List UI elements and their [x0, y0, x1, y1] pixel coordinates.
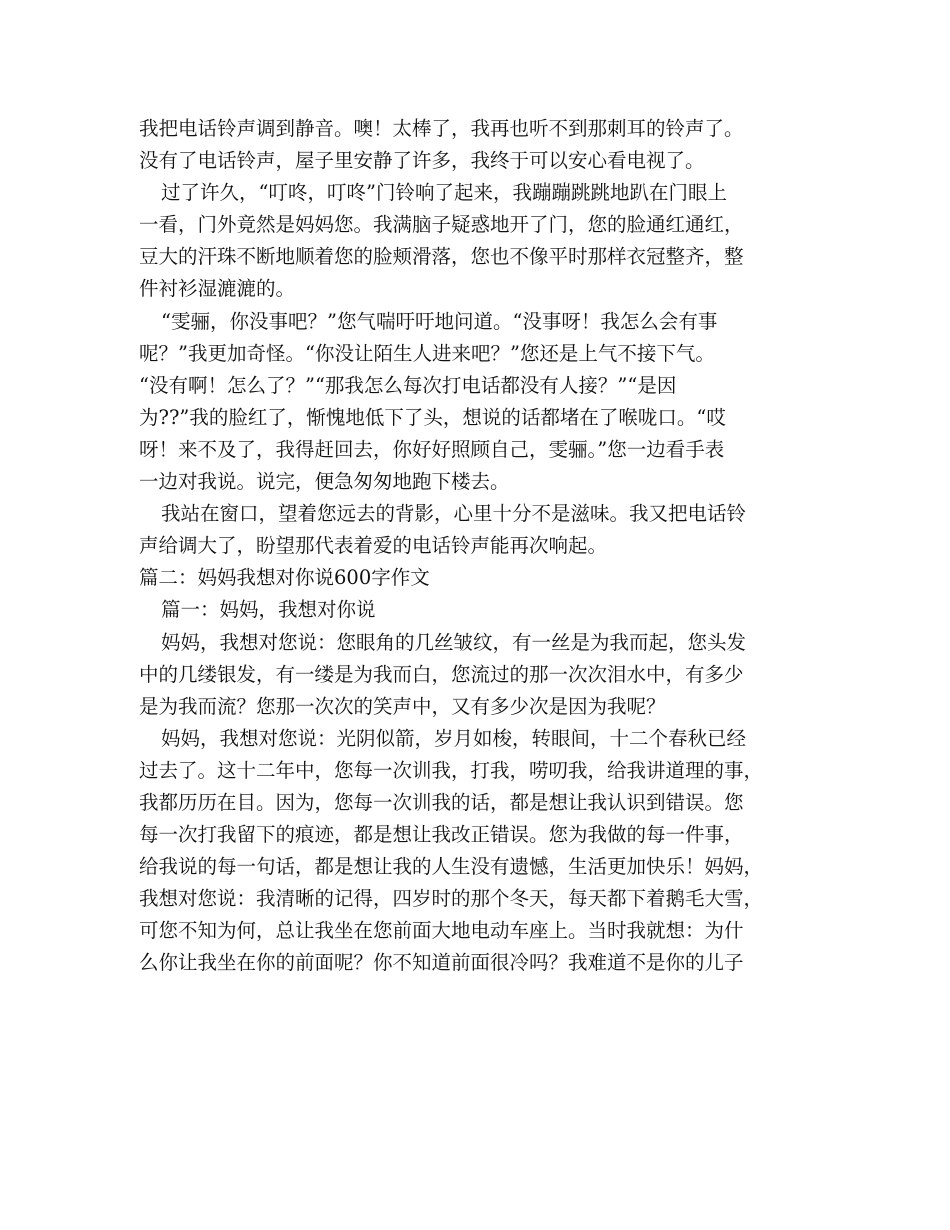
- text-line: 呢？”我更加奇怪。“你没让陌生人进来吧？”您还是上气不接下气。: [139, 341, 715, 365]
- text-line: 声给调大了，盼望那代表着爱的电话铃声能再次响起。: [139, 534, 608, 558]
- text-line: 一边对我说。说完，便急匆匆地跑下楼去。: [139, 470, 510, 494]
- text-line: “没有啊！怎么了？”“那我怎么每次打电话都没有人接？”“是因: [139, 373, 677, 397]
- text-line: 可您不知为何，总让我坐在您前面大地电动车座上。当时我就想：为什: [139, 919, 744, 943]
- text-line: 一看，门外竟然是妈妈您。我满脑子疑惑地开了门，您的脸通红通红，: [139, 213, 744, 237]
- text-line: 是为我而流？您那一次次的笑声中，又有多少次是因为我呢？: [139, 694, 666, 718]
- text-line: 妈妈，我想对您说：光阴似箭，岁月如梭，转眼间，十二个春秋已经: [161, 726, 747, 750]
- text-line: 中的几缕银发，有一缕是为我而白，您流过的那一次次泪水中，有多少: [139, 662, 744, 686]
- text-line: 每一次打我留下的痕迹，都是想让我改正错误。您为我做的每一件事，: [139, 823, 744, 847]
- text-line: 么你让我坐在你的前面呢？你不知道前面很冷吗？我难道不是你的儿子: [139, 951, 744, 975]
- text-line: 给我说的每一句话，都是想让我的人生没有遗憾，生活更加快乐！妈妈，: [139, 855, 764, 879]
- text-line: 呀！来不及了，我得赶回去，你好好照顾自己，雯骊。”您一边看手表: [139, 437, 725, 461]
- text-line: 篇二：妈妈我想对你说600字作文: [139, 566, 430, 590]
- text-line: 我把电话铃声调到静音。噢！太棒了，我再也听不到那刺耳的铃声了。: [139, 117, 744, 140]
- text-line: 篇一：妈妈，我想对你说: [161, 598, 376, 622]
- text-line: 妈妈，我想对您说：您眼角的几丝皱纹，有一丝是为我而起，您头发: [161, 630, 747, 654]
- text-line: 我站在窗口，望着您远去的背影，心里十分不是滋味。我又把电话铃: [161, 502, 747, 526]
- text-line: 为??”我的脸红了，惭愧地低下了头，想说的话都堵在了喉咙口。“哎: [139, 405, 726, 429]
- text-line: 件衬衫湿漉漉的。: [139, 277, 296, 301]
- text-line: 没有了电话铃声，屋子里安静了许多，我终于可以安心看电视了。: [139, 149, 705, 173]
- text-line: 豆大的汗珠不断地顺着您的脸颊滑落，您也不像平时那样衣冠整齐，整: [139, 245, 744, 269]
- text-line: 我想对您说：我清晰的记得，四岁时的那个冬天，每天都下着鹅毛大雪，: [139, 887, 764, 911]
- text-line: 过了许久，“叮咚，叮咚”门铃响了起来，我蹦蹦跳跳地趴在门眼上: [161, 181, 727, 205]
- document-body: [139, 113, 819, 980]
- text-line: 我都历历在目。因为，您每一次训我的话，都是想让我认识到错误。您: [139, 790, 744, 814]
- text-line: “雯骊，你没事吧？”您气喘吁吁地问道。“没事呀！我怎么会有事: [161, 309, 718, 333]
- text-line: 过去了。这十二年中，您每一次训我，打我，唠叨我，给我讲道理的事，: [139, 758, 764, 782]
